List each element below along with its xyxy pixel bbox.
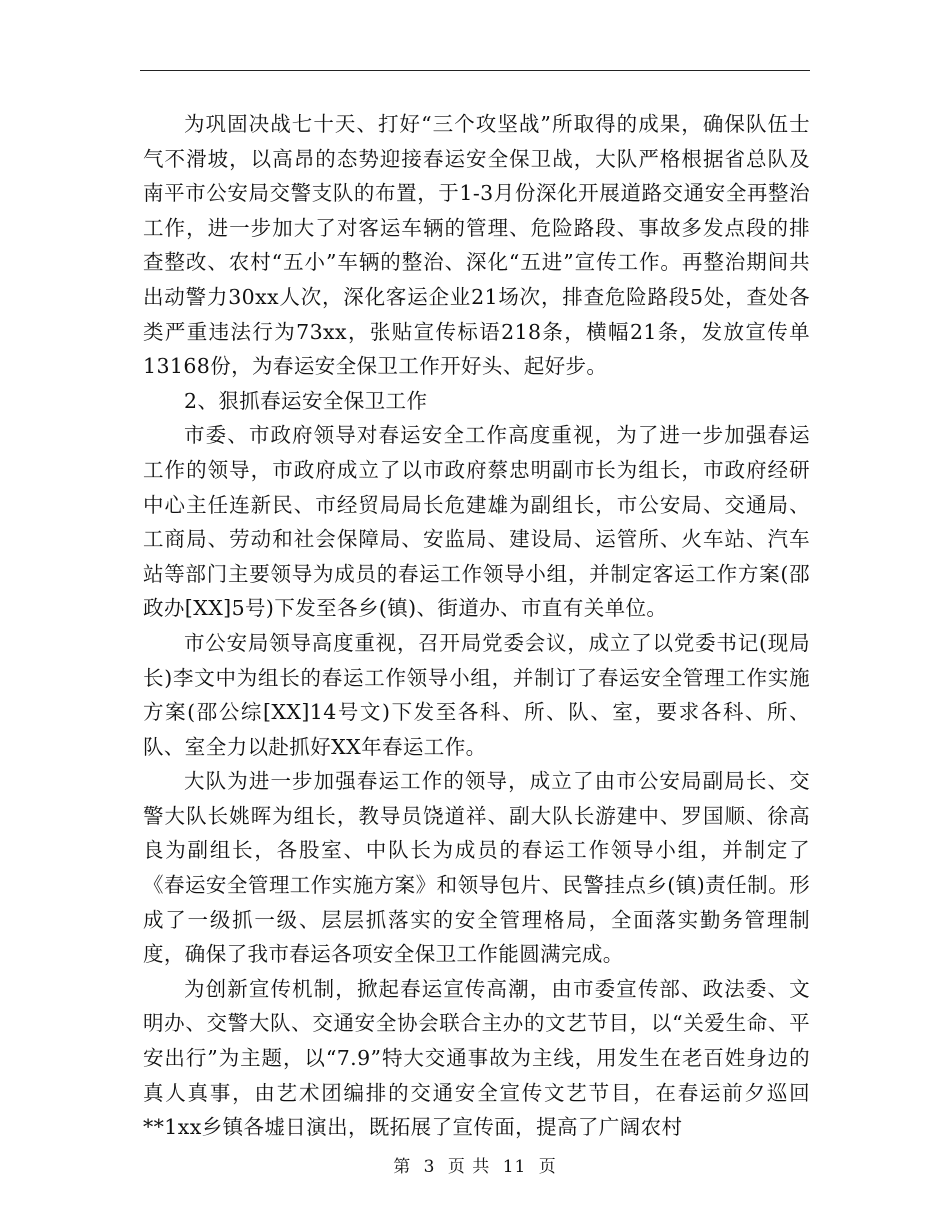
paragraph: 大队为进一步加强春运工作的领导，成立了由市公安局副局长、交警大队长姚晖为组长，教导员饶道祥、副大队长游建中、罗国顺、徐高良为副组长，各股室、中队长为成员的春运工作领导小组，并制定了《春运安全管理工作实施方案》和领导包片、民警挂点乡(镇)责任制。形成了一级抓一级、层层抓落实的安全管理格局，全面落实勤务管理制度，确保了我市春运各项安全保卫工作能圆满完成。 xyxy=(143,769,810,967)
paragraph: 市公安局领导高度重视，召开局党委会议，成立了以党委书记(现局长)李文中为组长的春运工作领导小组，并制订了春运安全管理工作实施方案(邵公综[XX]14号文)下发至各科、所、队、室，要求各科、所、队、室全力以赴抓好XX年春运工作。 xyxy=(143,630,810,759)
document-body xyxy=(143,107,810,1145)
paragraph: 为巩固决战七十天、打好“三个攻坚战”所取得的成果，确保队伍士气不滑坡，以高昂的态势迎接春运安全保卫战，大队严格根据省总队及南平市公安局交警支队的布置，于1-3月份深化开展道路交通安全再整治工作，进一步加大了对客运车辆的管理、危险路段、事故多发点段的排查整改、农村“五小”车辆的整治、深化“五进”宣传工作。再整治期间共出动警力30xx人次，深化客运企业21场次，排查危险路段5处，查处各类严重违法行为73xx，张贴宣传标语218条，横幅21条，发放宣传单13168份，为春运安全保卫工作开好头、起好步。 xyxy=(143,112,810,379)
paragraph: 为创新宣传机制，掀起春运宣传高潮，由市委宣传部、政法委、文明办、交警大队、交通安全协会联合主办的文艺节目，以“关爱生命、平安出行”为主题，以“7.9”特大交通事故为主线，用发生在老百姓身边的真人真事，由艺术团编排的交通安全宣传文艺节目，在春运前夕巡回**1xx乡镇各墟日演出，既拓展了宣传面，提高了广阔农村 xyxy=(143,976,810,1140)
footer-middle: 页 共 xyxy=(447,1157,491,1177)
footer-total-pages: 11 xyxy=(502,1157,527,1177)
section-heading: 2、狠抓春运安全保卫工作 xyxy=(184,388,428,413)
footer-prefix: 第 xyxy=(393,1157,412,1177)
footer-page-number: 3 xyxy=(423,1157,436,1177)
paragraph: 市委、市政府领导对春运安全工作高度重视，为了进一步加强春运工作的领导，市政府成立了以市政府蔡忠明副市长为组长，市政府经研中心主任连新民、市经贸局局长危建雄为副组长，市公安局、交通局、工商局、劳动和社会保障局、安监局、建设局、运管所、火车站、汽车站等部门主要领导为成员的春运工作领导小组，并制定客运工作方案(邵政办[XX]5号)下发至各乡(镇)、街道办、市直有关单位。 xyxy=(143,423,810,621)
page-footer xyxy=(0,1152,950,1177)
header-rule xyxy=(140,70,810,71)
footer-suffix: 页 xyxy=(538,1157,557,1177)
